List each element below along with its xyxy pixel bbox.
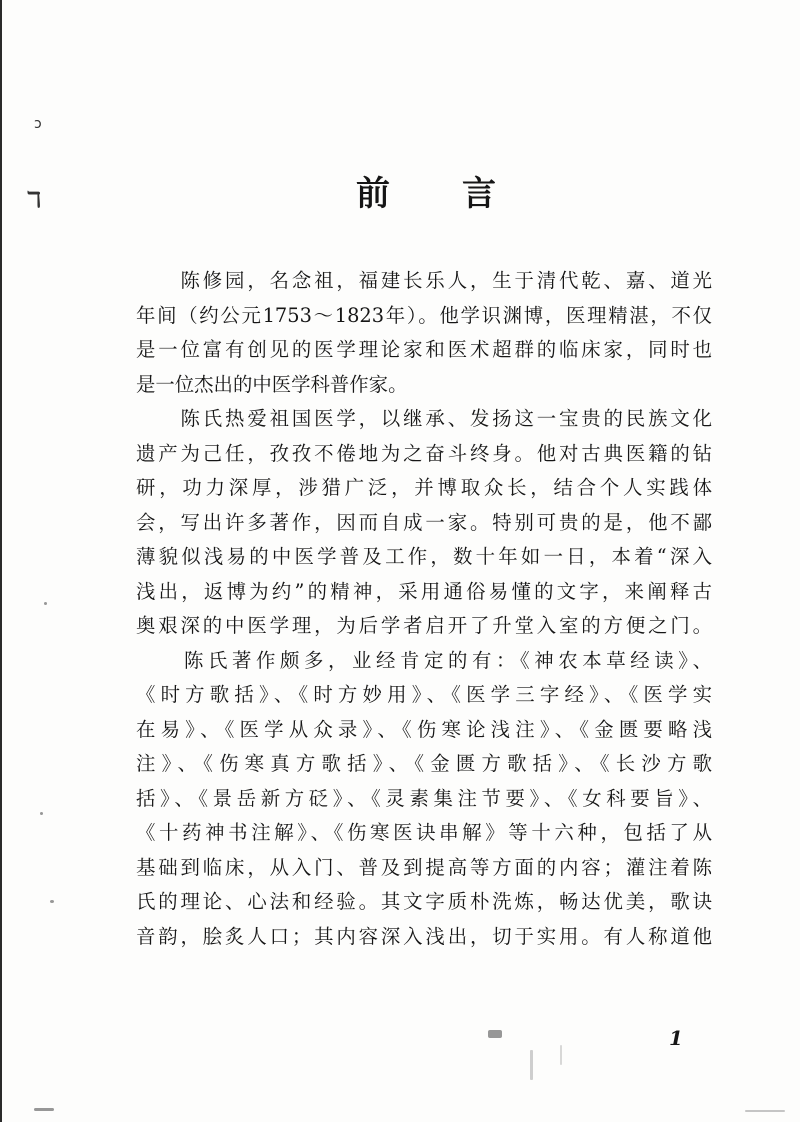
text-line: 遗产为己任，孜孜不倦地为之奋斗终身。他对古典医籍的钻	[136, 441, 712, 465]
text-line: 是一位杰出的中医学科普作家。	[136, 372, 408, 396]
text-line: 括》、《景岳新方砭》、《灵素集注节要》、《女科要旨》、	[136, 786, 712, 810]
scan-speck	[40, 812, 43, 815]
text-line: 注》、《伤寒真方歌括》、《金匮方歌括》、《长沙方歌	[136, 752, 712, 775]
text-line: 陈氏著作颇多，业经肯定的有：《神农本草经读》、	[136, 648, 712, 672]
text-line: 年间（约公元1753～1823年）。他学识渊博，医理精湛，不仅	[136, 303, 712, 327]
text-line: 《时方歌括》、《时方妙用》、《医学三字经》、《医学实	[136, 683, 712, 706]
text-line: 陈修园，名念祖，福建长乐人，生于清代乾、嘉、道光	[136, 269, 712, 292]
scan-speck	[745, 1110, 785, 1112]
text-line: 是一位富有创见的医学理论家和医术超群的临床家，同时也	[136, 338, 712, 361]
text-line: 氏的理论、心法和经验。其文字质朴洗炼，畅达优美，歌诀	[136, 890, 712, 913]
page-title	[356, 172, 496, 216]
scan-speck	[44, 602, 47, 605]
text-line: 会，写出许多著作，因而自成一家。特别可贵的是，他不鄙	[136, 510, 712, 534]
scan-speck	[50, 900, 54, 903]
text-line: 浅出，返博为约”的精神，采用通俗易懂的文字，来阐释古	[136, 579, 712, 603]
scan-speck	[488, 1030, 502, 1038]
text-line: 研，功力深厚，涉猎广泛，并博取众长，结合个人实践体	[136, 476, 712, 499]
body-text	[136, 264, 712, 954]
text-line: 陈氏热爱祖国医学，以继承、发扬这一宝贵的民族文化	[136, 407, 712, 430]
scan-speck	[560, 1045, 562, 1065]
margin-speck: ɔ	[34, 116, 42, 132]
text-line: 奥艰深的中医学理，为后学者启开了升堂入室的方便之门。	[136, 614, 712, 637]
text-line: 音韵，脍炙人口；其内容深入浅出，切于实用。有人称道他	[136, 924, 712, 948]
scan-speck	[530, 1050, 533, 1080]
text-line: 《十药神书注解》、《伤寒医诀串解》等十六种，包括了从	[136, 821, 712, 844]
scan-speck	[34, 1108, 54, 1111]
text-line: 薄貌似浅易的中医学普及工作，数十年如一日，本着“深入	[136, 545, 712, 568]
margin-speck: ℸ	[26, 188, 42, 213]
text-line: 在易》、《医学从众录》、《伤寒论浅注》、《金匮要略浅	[136, 717, 712, 741]
page-number: 1	[669, 1026, 683, 1050]
title-char-left: 前	[356, 174, 390, 214]
text-line: 基础到临床，从入门、普及到提高等方面的内容；灌注着陈	[136, 855, 712, 879]
page-left-edge	[0, 0, 2, 1122]
title-char-right: 言	[462, 174, 496, 214]
